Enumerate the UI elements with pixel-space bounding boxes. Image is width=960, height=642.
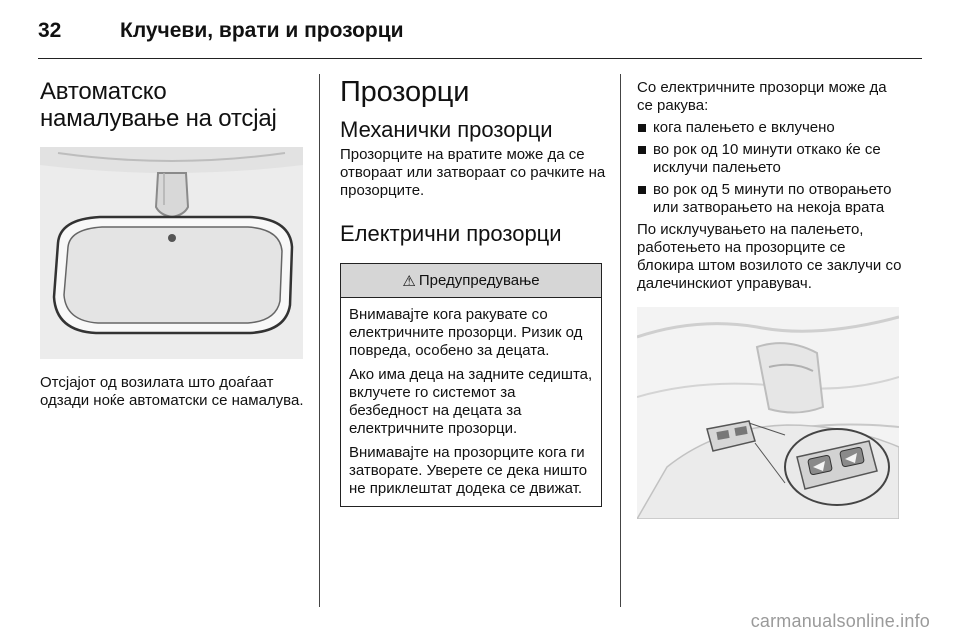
section-heading-glare: Автоматско намалување на отсјај	[40, 78, 277, 132]
lock-blocking-paragraph: По исклучувањето на палењето, работењето на прозорците се блокира штом возилото се заклучи со далечинскиот управувач.	[637, 221, 902, 292]
list-item-text: кога палењето е вклучено	[653, 119, 835, 136]
list-item	[637, 181, 905, 217]
rearview-mirror-illustration	[40, 147, 303, 359]
column-divider-2	[620, 74, 621, 607]
bullet-square-icon	[638, 186, 646, 194]
section-heading-windows: Прозорци	[340, 76, 470, 108]
figure-caption: Отсјајот од возилата што доаѓаат одзади ноќе автоматски се намалува.	[40, 374, 304, 409]
page-number: 32	[38, 19, 62, 42]
warning-title: Предупредување	[418, 272, 540, 289]
warning-triangle-icon: ⚠	[402, 272, 416, 290]
list-item	[637, 141, 905, 177]
column-1	[40, 76, 306, 410]
header-divider	[38, 58, 922, 59]
list-item-text: во рок од 5 минути по отворањето или затворањето на некоја врата	[653, 181, 892, 216]
column-3	[637, 76, 905, 519]
window-switch-illustration	[637, 307, 899, 519]
operation-lead-text: Со електричните прозорци може да се ракува:	[637, 79, 887, 114]
warning-paragraph: Внимавајте на прозорците кога ги затворате. Уверете се дека ништо не приклештат додека се движат.	[349, 444, 588, 497]
chapter-title: Клучеви, врати и прозорци	[120, 19, 404, 42]
subheading-manual-windows: Механички прозорци	[340, 117, 553, 142]
warning-header	[341, 264, 601, 298]
warning-paragraph: Ако има деца на задните седишта, вклучете го системот за безбедност на децата за електричните прозорци.	[349, 366, 593, 437]
column-divider-1	[319, 74, 320, 607]
warning-paragraph: Внимавајте кога ракувате со електричните прозорци. Ризик од повреда, особено за децата.	[349, 306, 583, 359]
bullet-square-icon	[638, 146, 646, 154]
warning-box	[340, 263, 602, 507]
page-header	[38, 14, 404, 48]
column-2	[340, 76, 606, 507]
operation-conditions-list	[637, 119, 905, 217]
warning-body	[341, 298, 601, 506]
list-item	[637, 119, 905, 137]
watermark: carmanualsonline.info	[750, 611, 930, 631]
manual-windows-paragraph: Прозорците на вратите може да се отвораат или затвораат со рачките на прозорците.	[340, 146, 606, 199]
bullet-square-icon	[638, 124, 646, 132]
list-item-text: во рок од 10 минути откако ќе се исклучи палењето	[653, 141, 881, 176]
subheading-power-windows: Електрични прозорци	[340, 221, 562, 246]
